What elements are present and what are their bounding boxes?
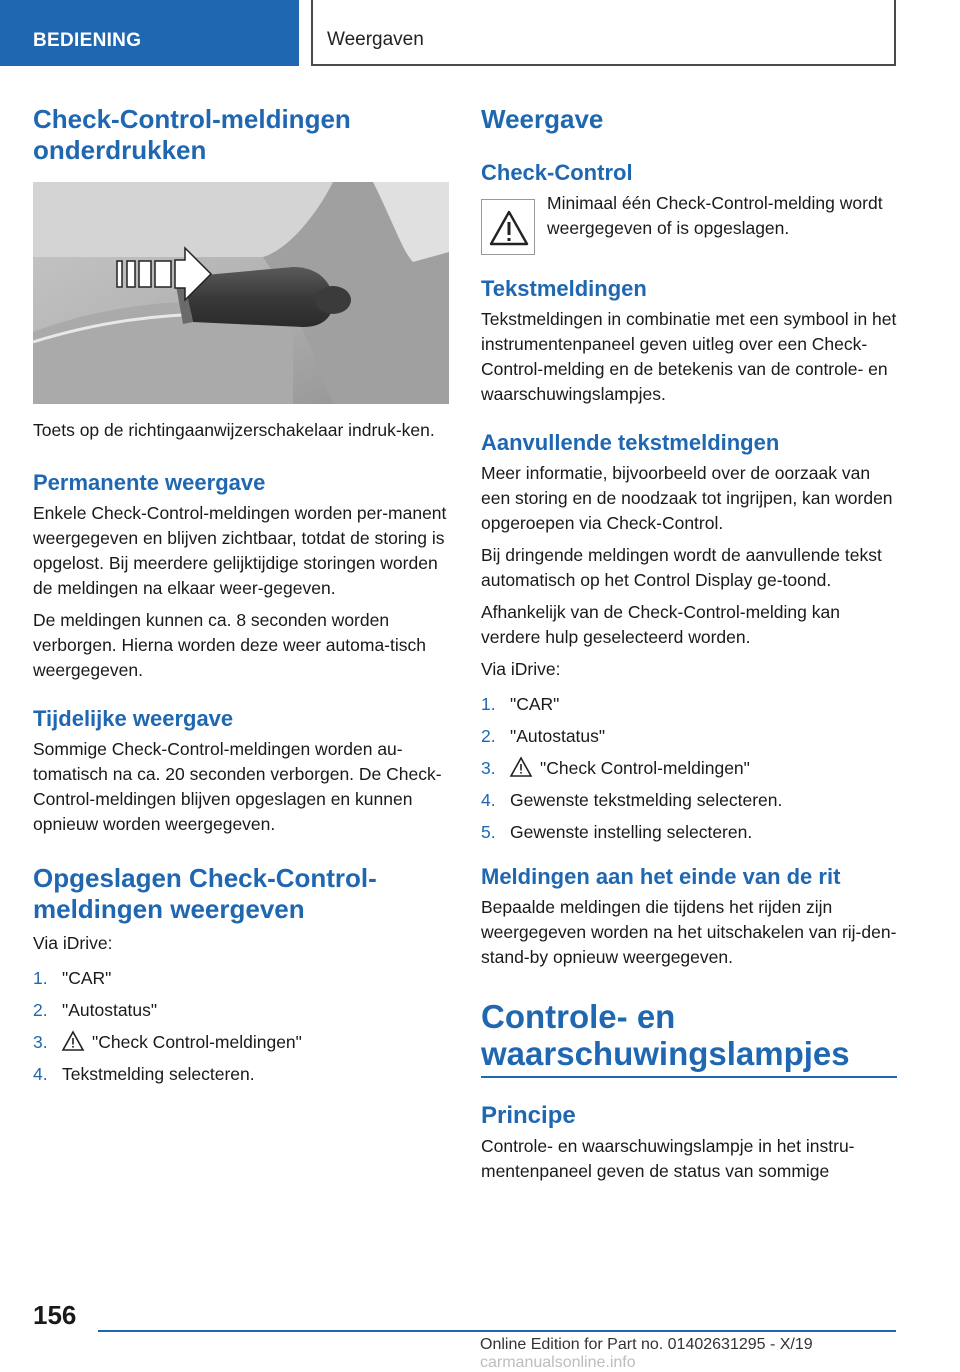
figure-caption: Toets op de richtingaanwijzerschakelaar indruk-ken.: [33, 420, 435, 440]
left-column: [33, 104, 449, 1094]
warning-triangle-icon: [510, 757, 532, 777]
additional-text-3: Afhankelijk van de Check-Control-melding kan verdere hulp geselecteerd worden.: [481, 602, 840, 647]
text-messages-text: Tekstmeldingen in combinatie met een symbool in het instrumentenpaneel geven uitleg over een Check-Control-melding en de betekenis van de controle- en waarschuwingslampjes.: [481, 309, 897, 404]
turn-signal-lever-image: [33, 182, 449, 404]
permanent-text-1: Enkele Check-Control-meldingen worden per-manent weergegeven en blijven zichtbaar, totdat de storing is opgelost. Bij meerdere gelijktijdige storingen worden de meldingen na elkaar weer-gegeven.: [33, 503, 447, 598]
chapter-label: Weergaven: [327, 29, 424, 50]
additional-text-1: Meer informatie, bijvoorbeeld over de oorzaak van een storing en de noodzaak tot ingrijpen, kan worden opgeroepen via Check-Control.: [481, 463, 893, 533]
additional-steps: [481, 692, 897, 845]
additional-heading: Aanvullende tekstmeldingen: [481, 430, 780, 455]
check-control-box: [481, 191, 897, 275]
principle-text: Controle- en waarschuwingslampje in het instru-mentenpaneel geven de status van sommige: [481, 1136, 855, 1181]
stored-steps: [33, 966, 449, 1087]
list-item: 1. "CAR": [481, 694, 560, 714]
check-control-text: Minimaal één Check-Control-melding wordt weergegeven of is opgeslagen.: [547, 193, 883, 238]
additional-text-2: Bij dringende meldingen wordt de aanvullende tekst automatisch op het Control Display ge-toond.: [481, 545, 882, 590]
list-item: 2. "Autostatus": [481, 726, 606, 746]
footer-edition: [480, 1336, 960, 1372]
list-item: 3. "Check Control-meldingen": [33, 1032, 302, 1052]
right-column: [481, 104, 897, 1184]
watermark-text: carmanualsonline.info: [480, 1354, 636, 1371]
check-control-heading: Check-Control: [481, 160, 633, 185]
temporary-heading: Tijdelijke weergave: [33, 706, 234, 731]
list-item: 4. Gewenste tekstmelding selecteren.: [481, 790, 783, 810]
display-heading: Weergave: [481, 104, 604, 134]
principle-heading: Principe: [481, 1102, 576, 1129]
section-tab: [0, 0, 299, 66]
footer-rule: [98, 1330, 896, 1332]
text-messages-heading: Tekstmeldingen: [481, 276, 647, 301]
list-item: 1. "CAR": [33, 968, 112, 988]
section-label: BEDIENING: [33, 30, 142, 51]
edition-text: Online Edition for Part no. 01402631295 - X/19: [480, 1336, 813, 1353]
end-of-trip-heading: Meldingen aan het einde van de rit: [481, 864, 841, 889]
warning-triangle-icon: [482, 200, 536, 256]
turn-signal-button-figure: [33, 182, 449, 404]
list-item: 5. Gewenste instelling selecteren.: [481, 822, 753, 842]
suppress-heading: Check-Control-meldingen onderdrukken: [33, 104, 351, 165]
chapter-box: [311, 0, 896, 66]
additional-via: Via iDrive:: [481, 659, 561, 679]
list-item: 3. "Check Control-meldingen": [481, 758, 750, 778]
stored-via: Via iDrive:: [33, 933, 113, 953]
section-rule: [481, 1076, 897, 1078]
warning-triangle-icon: [62, 1031, 84, 1051]
permanent-heading: Permanente weergave: [33, 470, 266, 495]
permanent-text-2: De meldingen kunnen ca. 8 seconden worden verborgen. Hierna worden deze weer automa-tisch weergegeven.: [33, 610, 426, 680]
list-item: 2. "Autostatus": [33, 1000, 158, 1020]
check-control-icon: [481, 199, 535, 255]
end-of-trip-text: Bepaalde meldingen die tijdens het rijden zijn weergegeven worden na het uitschakelen van rij-den-stand-by opnieuw weergegeven.: [481, 897, 897, 967]
temporary-text: Sommige Check-Control-meldingen worden au-tomatisch na ca. 20 seconden verborgen. De Check-Control-meldingen blijven opgeslagen en kunnen opnieuw worden weergegeven.: [33, 739, 442, 834]
lamps-heading: Controle- en waarschuwingslampjes: [481, 998, 850, 1072]
page-number: 156: [33, 1300, 77, 1330]
list-item: 4. Tekstmelding selecteren.: [33, 1064, 255, 1084]
stored-heading: Opgeslagen Check-Control-meldingen weergeven: [33, 863, 377, 924]
